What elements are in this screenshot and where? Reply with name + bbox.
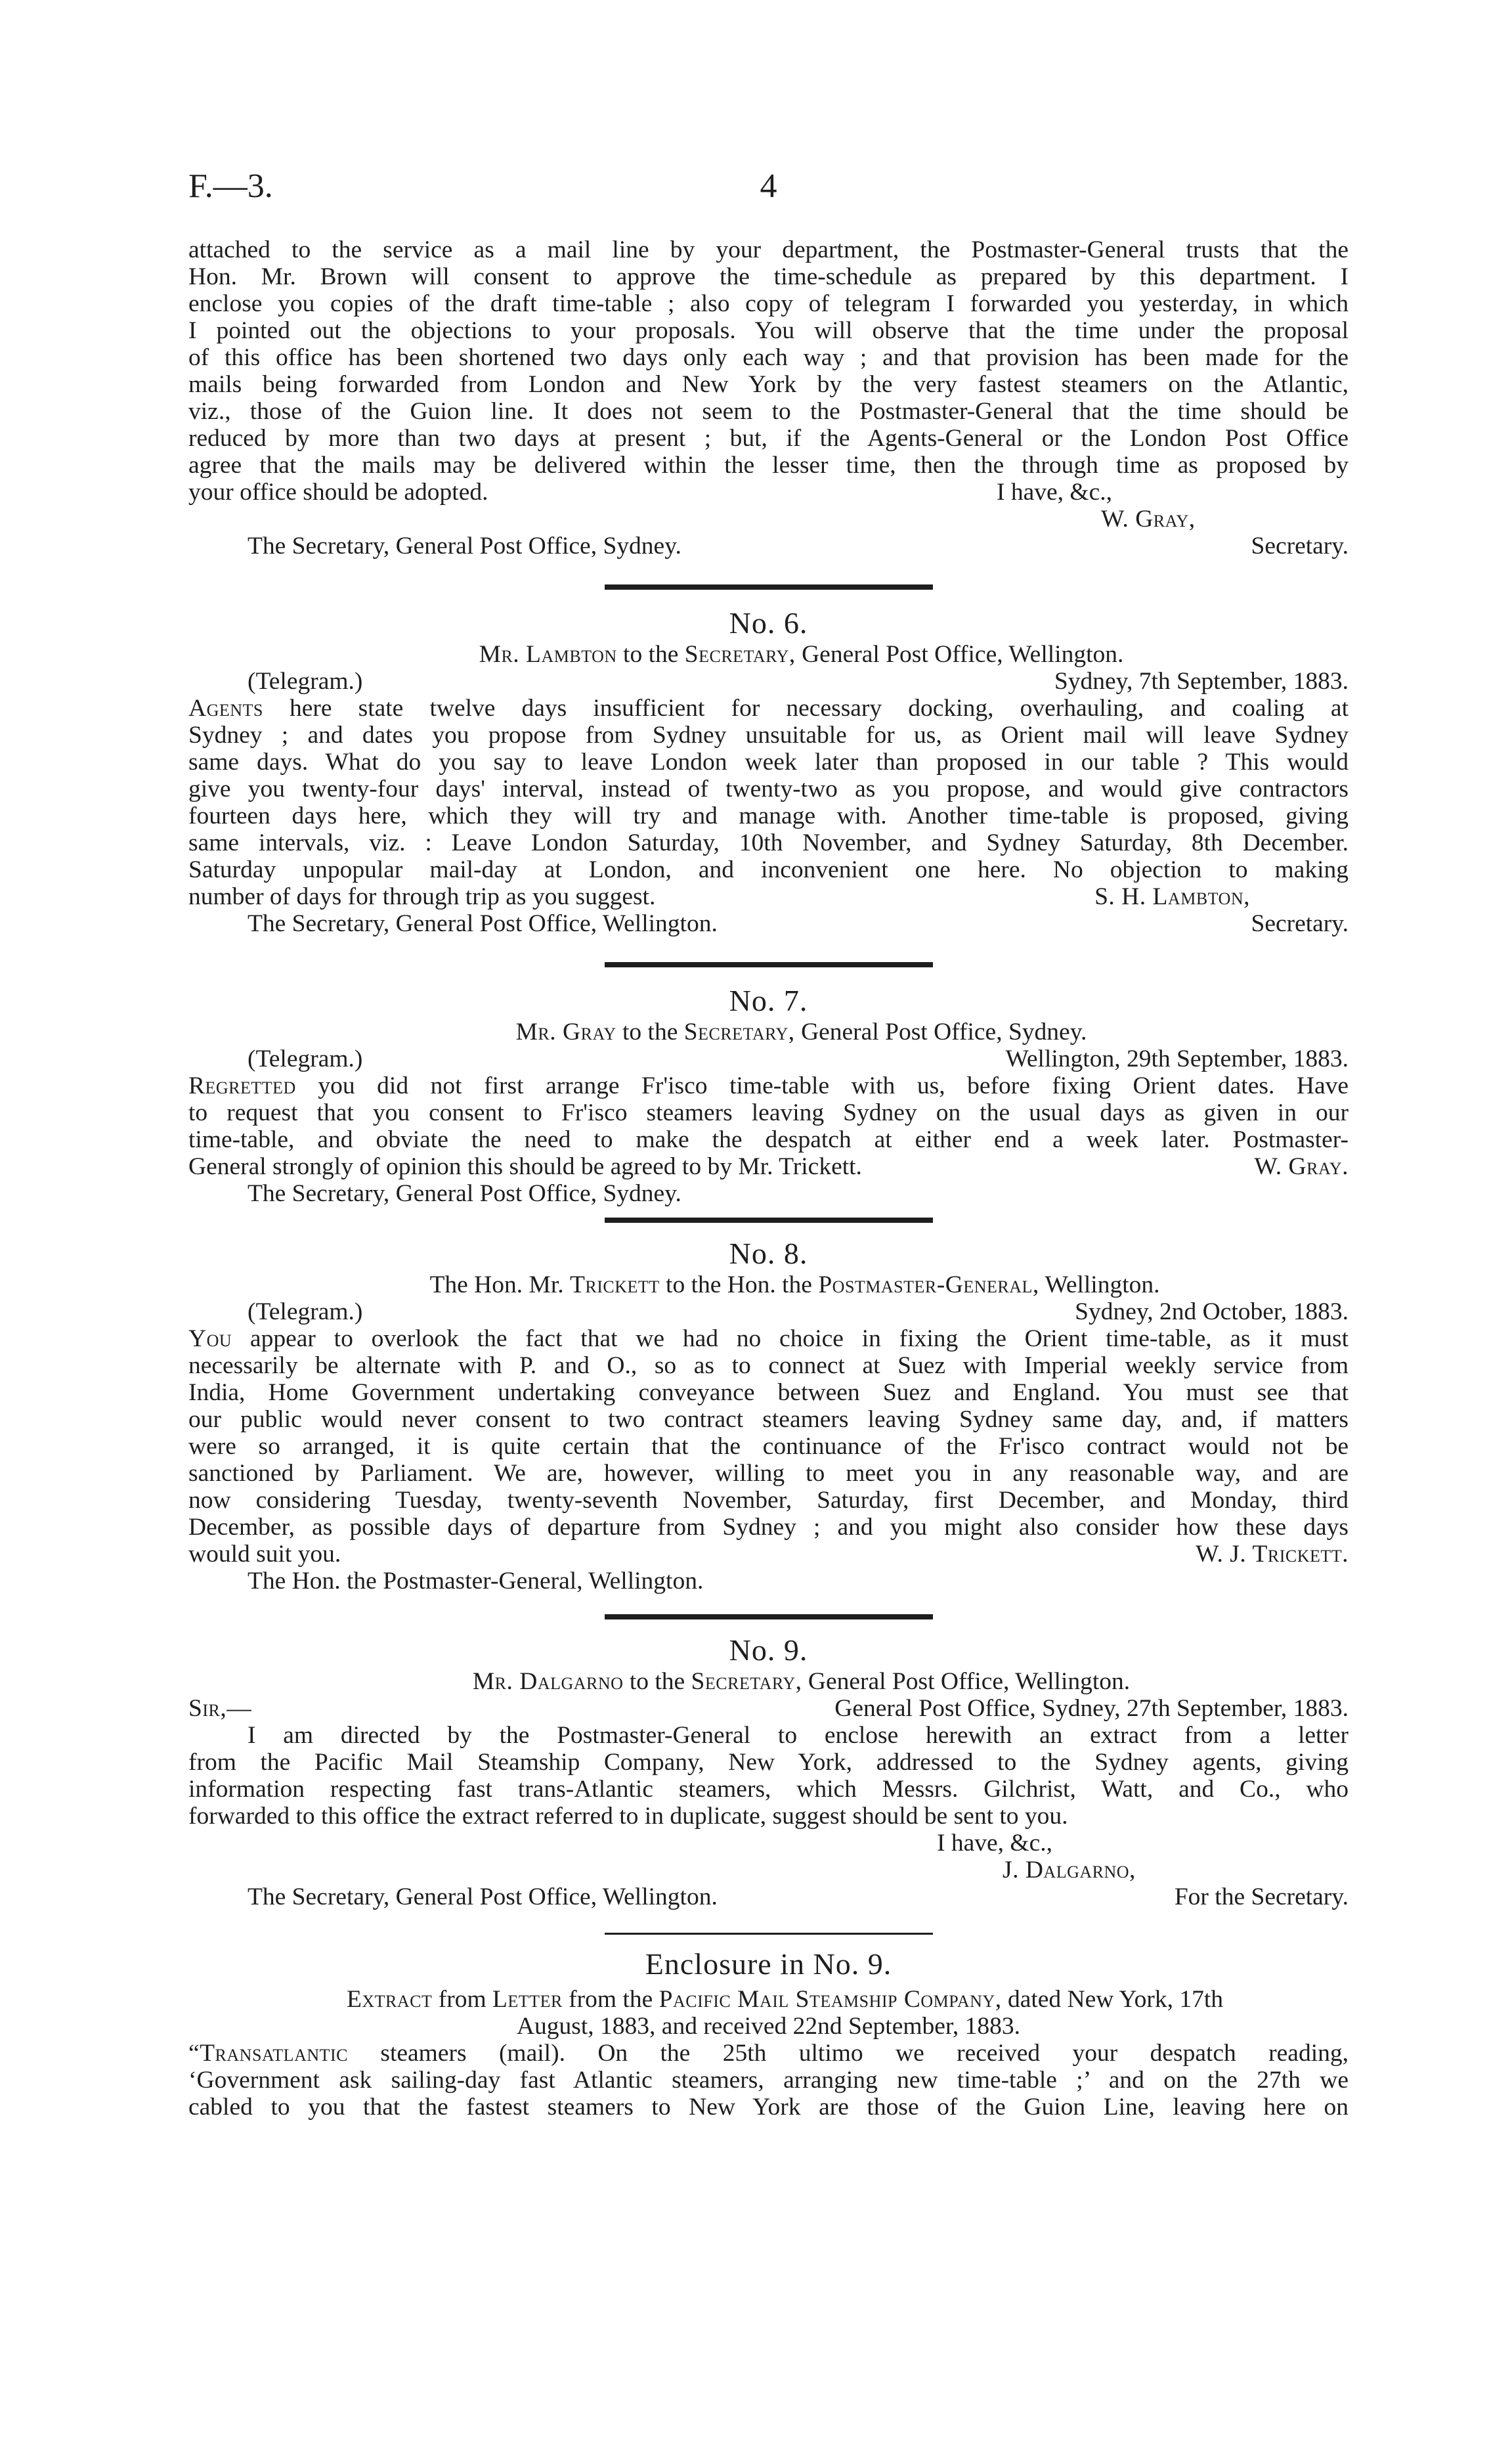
text-line: now considering Tuesday, twenty-seventh November, Saturday, first December, and Monday, third [188, 1487, 1349, 1514]
closing-line: General strongly of opinion this should be agreed to by Mr. Trickett. W. Gray. [188, 1153, 1349, 1180]
text-line: were so arranged, it is quite certain that the continuance of the Fr'isco contract would not be [188, 1433, 1349, 1460]
signature: J. Dalgarno, [1003, 1857, 1136, 1883]
signature: S. H. Lambton, [1094, 883, 1250, 910]
enclosure-heading: Enclosure in No. 9. [645, 1947, 892, 1981]
addressee: The Secretary, General Post Office, Sydney. [248, 1180, 681, 1207]
text-line: India, Home Government undertaking conveyance between Suez and England. You must see that [188, 1379, 1349, 1406]
text-line: same intervals, viz. : Leave London Saturday, 10th November, and Sydney Saturday, 8th December. [188, 829, 1349, 856]
text-line: ‘Government ask sailing-day fast Atlantic steamers, arranging new time-table ;’ and on the 27th we [188, 2067, 1349, 2094]
text-line: time-table, and obviate the need to make the despatch at either end a week later. Postmaster- [188, 1126, 1349, 1153]
text-line: same days. What do you say to leave London week later than proposed in our table ? This would [188, 749, 1349, 776]
enclosure-no-9 [188, 1947, 1349, 2121]
text-line: necessarily be alternate with P. and O., so as to connect at Suez with Imperial weekly service from [188, 1352, 1349, 1379]
text-line: Sydney ; and dates you propose from Sydney unsuitable for us, as Orient mail will leave Sydney [188, 722, 1349, 749]
addressee-line [188, 1883, 1349, 1910]
closing-line: would suit you. W. J. Trickett. [188, 1541, 1349, 1568]
letter-heading: The Hon. Mr. Trickett to the Hon. the Postmaster-General, Wellington. [429, 1271, 1160, 1298]
addressee-line [188, 533, 1349, 560]
closing: I have, &c., [997, 479, 1112, 506]
running-header [188, 167, 1349, 206]
text-line: attached to the service as a mail line by your department, the Postmaster-General trusts that the [188, 236, 1349, 263]
text-line: fourteen days here, which they will try and manage with. Another time-table is proposed, giving [188, 803, 1349, 829]
text-line: “Transatlantic steamers (mail). On the 25th ultimo we received your despatch reading, [188, 2040, 1349, 2067]
text-line: Agents here state twelve days insufficient for necessary docking, overhauling, and coaling at [188, 695, 1349, 722]
signatory-title: For the Secretary. [1174, 1883, 1349, 1910]
text-line: viz., those of the Guion line. It does not seem to the Postmaster-General that the time should be [188, 398, 1349, 425]
text-line: of this office has been shortened two days only each way ; and that provision has been made for the [188, 344, 1349, 371]
top-letter [188, 236, 1349, 560]
letter-heading: Mr. Gray to the Secretary, General Post Office, Sydney. [515, 1019, 1087, 1045]
letter-no-9 [188, 1633, 1349, 1910]
closing-line: number of days for through trip as you suggest. S. H. Lambton, [188, 883, 1349, 910]
addressee: The Hon. the Postmaster-General, Wellington. [248, 1568, 704, 1595]
text-line: our public would never consent to two contract steamers leaving Sydney same day, and, if matters [188, 1406, 1349, 1433]
text-line: cabled to you that the fastest steamers to New York are those of the Guion Line, leaving here on [188, 2094, 1349, 2121]
signatory-title: Secretary. [1251, 533, 1349, 560]
closing-line: your office should be adopted. I have, &c., [188, 479, 1349, 506]
text-line: mails being forwarded from London and New York by the very fastest steamers on the Atlantic, [188, 371, 1349, 398]
text-line: give you twenty-four days' interval, instead of twenty-two as you propose, and would give contractors [188, 776, 1349, 803]
text-line: December, as possible days of departure from Sydney ; and you might also consider how these days [188, 1514, 1349, 1541]
signatory-title: Secretary. [1251, 910, 1349, 937]
text-line: agree that the mails may be delivered within the lesser time, then the through time as proposed by [188, 452, 1349, 479]
letter-heading: Mr. Lambton to the Secretary, General Post Office, Wellington. [479, 641, 1124, 668]
letter-heading: Mr. Dalgarno to the Secretary, General Post Office, Wellington. [472, 1668, 1131, 1695]
text-line: Regretted you did not first arrange Fr'isco time-table with us, before fixing Orient dates. Have [188, 1072, 1349, 1099]
addressee: The Secretary, General Post Office, Wellington. [248, 1883, 718, 1910]
text-line: information respecting fast trans-Atlantic steamers, which Messrs. Gilchrist, Watt, and Co., who [188, 1776, 1349, 1803]
dateline: Sir,— General Post Office, Sydney, 27th September, 1883. [188, 1695, 1349, 1722]
paper-reference: F.—3. [188, 167, 273, 205]
letter-number: No. 6. [729, 606, 808, 640]
text-line: You appear to overlook the fact that we had no choice in fixing the Orient time-table, as it must [188, 1325, 1349, 1352]
addressee-line [188, 910, 1349, 937]
section-divider [605, 584, 933, 590]
section-divider [605, 1614, 933, 1619]
text-line: I am directed by the Postmaster-General to enclose herewith an extract from a letter [248, 1722, 1349, 1749]
letter-no-7 [188, 983, 1349, 1207]
text-line: sanctioned by Parliament. We are, however, willing to meet you in any reasonable way, and are [188, 1460, 1349, 1487]
dateline: (Telegram.) Sydney, 7th September, 1883. [248, 668, 1349, 695]
text-line: forwarded to this office the extract referred to in duplicate, suggest should be sent to you. [188, 1803, 1068, 1830]
page-number: 4 [760, 167, 777, 205]
dateline: (Telegram.) Wellington, 29th September, 1883. [248, 1045, 1349, 1072]
section-divider [605, 1218, 933, 1223]
text-line: Saturday unpopular mail-day at London, and inconvenient one here. No objection to making [188, 856, 1349, 883]
letter-no-8 [188, 1236, 1349, 1595]
dateline: (Telegram.) Sydney, 2nd October, 1883. [248, 1298, 1349, 1325]
signature: W. Gray, [1101, 506, 1196, 533]
letter-no-6 [188, 605, 1349, 937]
section-divider [605, 962, 933, 967]
letter-number: No. 7. [729, 984, 808, 1017]
addressee: The Secretary, General Post Office, Wellington. [248, 910, 718, 937]
text-line: to request that you consent to Fr'isco steamers leaving Sydney on the usual days as given in our [188, 1099, 1349, 1126]
extract-heading: Extract from Letter from the Pacific Mail Steamship Company, dated New York, 17th [346, 1986, 1224, 2013]
extract-heading-line-2: August, 1883, and received 22nd September, 1883. [516, 2013, 1021, 2040]
letter-number: No. 9. [729, 1633, 808, 1667]
text-line: enclose you copies of the draft time-table ; also copy of telegram I forwarded you yesterday, in which [188, 290, 1349, 317]
text-line: I pointed out the objections to your proposals. You will observe that the time under the proposal [188, 317, 1349, 344]
letter-number: No. 8. [729, 1237, 808, 1270]
text-line: reduced by more than two days at present ; but, if the Agents-General or the London Post Office [188, 425, 1349, 452]
addressee: The Secretary, General Post Office, Sydney. [248, 533, 681, 560]
signature: W. J. Trickett. [1196, 1541, 1349, 1568]
text-line: from the Pacific Mail Steamship Company, New York, addressed to the Sydney agents, giving [188, 1749, 1349, 1776]
closing: I have, &c., [937, 1830, 1052, 1857]
signature: W. Gray. [1254, 1153, 1349, 1180]
salutation: Sir,— [188, 1695, 252, 1722]
text-line: Hon. Mr. Brown will consent to approve the time-schedule as prepared by this department. I [188, 263, 1349, 290]
